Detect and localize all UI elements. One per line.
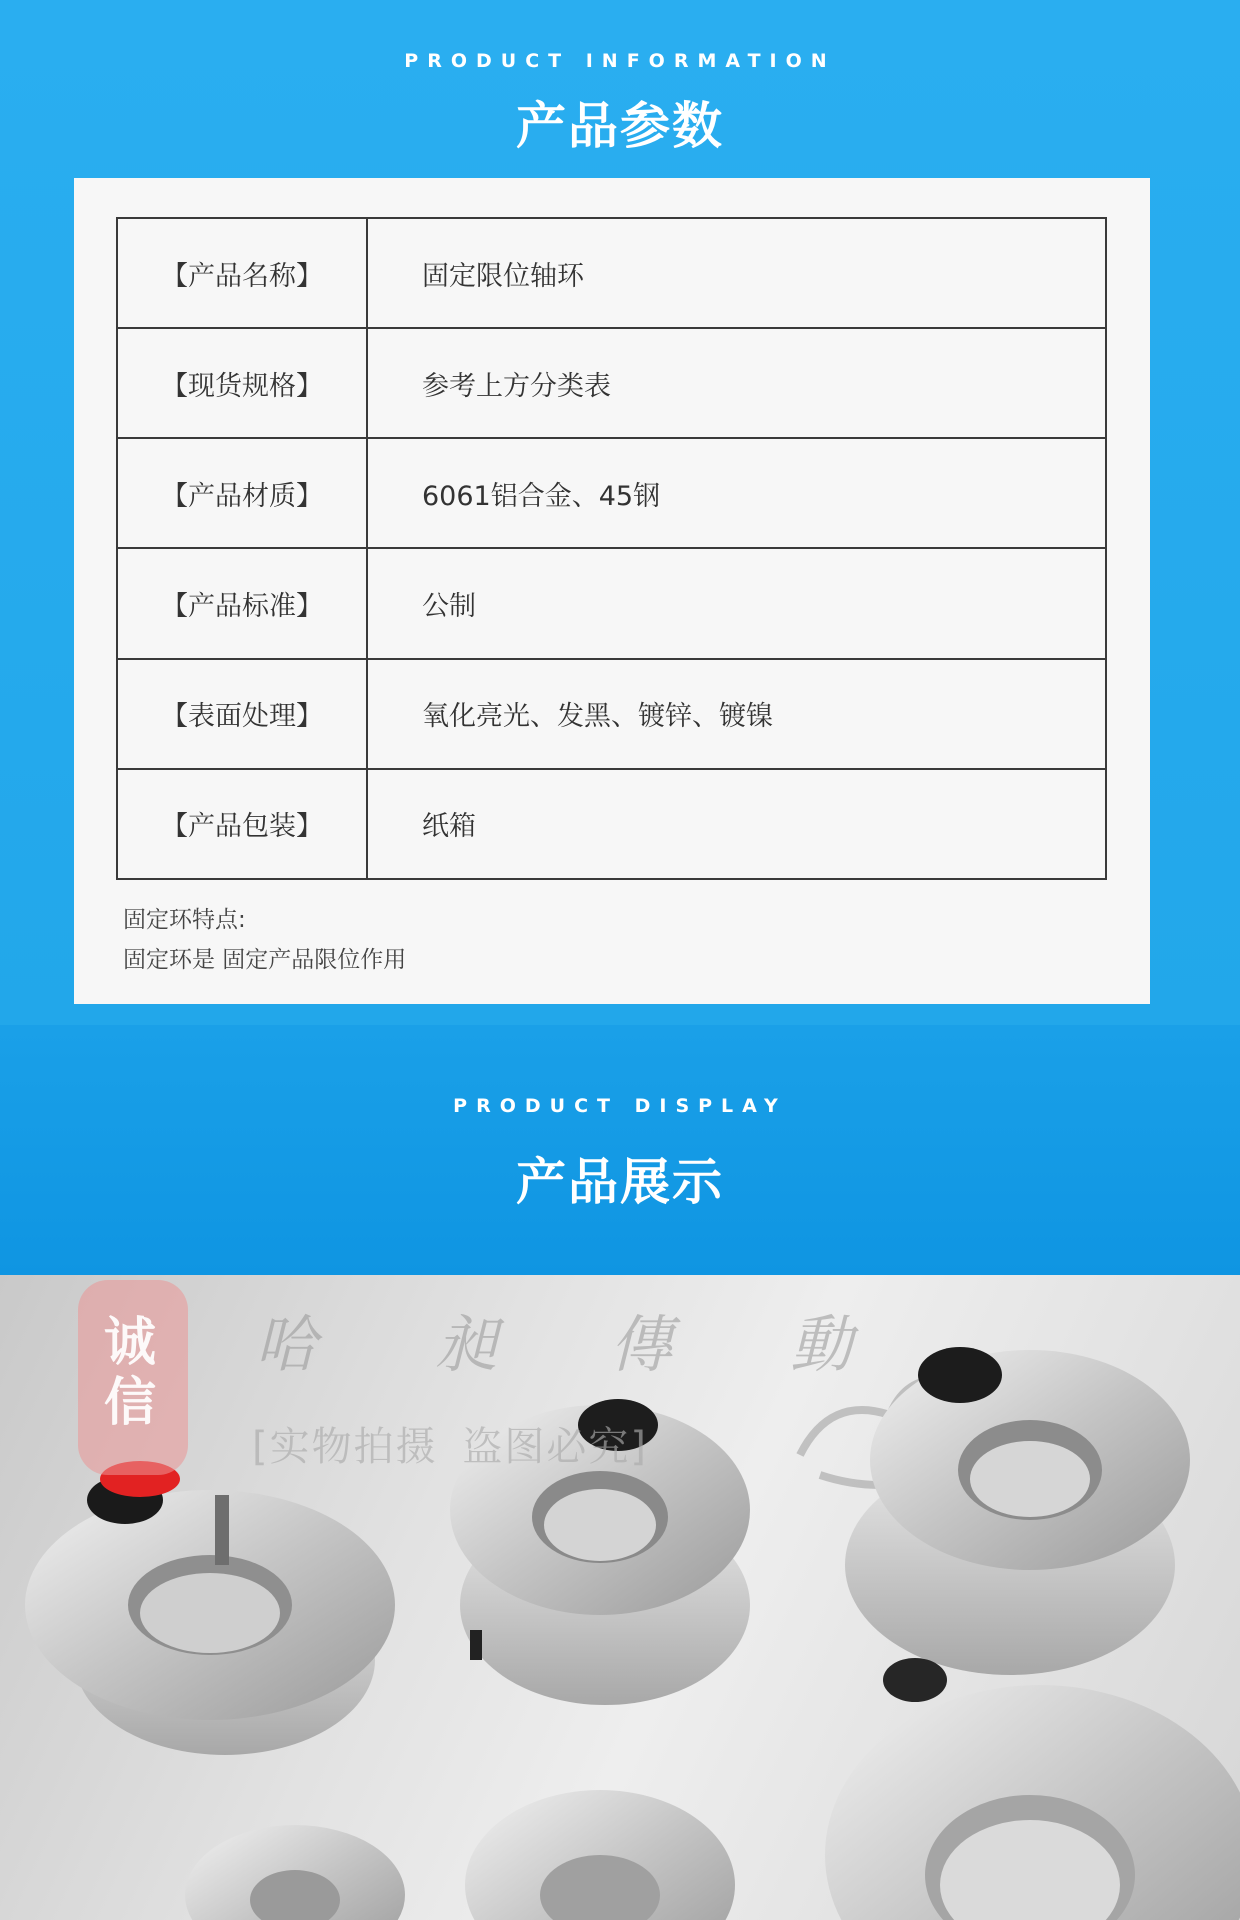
section-subtitle-en: PRODUCT DISPLAY xyxy=(453,1095,787,1117)
stamp-char: 信 xyxy=(104,1372,157,1433)
param-label: 【表面处理】 xyxy=(117,659,367,769)
param-label: 【产品包装】 xyxy=(117,769,367,879)
table-row xyxy=(117,438,1106,548)
param-value: 公制 xyxy=(367,548,1106,658)
param-value: 氧化亮光、发黑、镀锌、镀镍 xyxy=(367,659,1106,769)
param-value: 参考上方分类表 xyxy=(367,328,1106,438)
collar-stack-left xyxy=(25,1461,395,1755)
param-label: 【现货规格】 xyxy=(117,328,367,438)
stamp-text xyxy=(104,1313,174,1433)
section-subtitle-en: PRODUCT INFORMATION xyxy=(404,50,836,72)
watermark-char: 哈 xyxy=(255,1308,318,1381)
table-row xyxy=(117,218,1106,328)
product-display-section xyxy=(0,1025,1240,1275)
watermark-char: 動 xyxy=(790,1308,853,1381)
table-row xyxy=(117,769,1106,879)
parameters-card xyxy=(74,178,1150,1004)
notes-heading: 固定环特点: xyxy=(123,907,246,933)
watermark-sub-part: 盗图必究] xyxy=(462,1424,648,1470)
watermark-sub-part: [实物拍摄 xyxy=(252,1424,438,1470)
watermark-char: 昶 xyxy=(435,1308,498,1381)
param-label: 【产品标准】 xyxy=(117,548,367,658)
stamp-char: 诚 xyxy=(104,1312,157,1373)
param-label: 【产品材质】 xyxy=(117,438,367,548)
feature-notes xyxy=(123,900,406,980)
table-row xyxy=(117,659,1106,769)
table-row xyxy=(117,548,1106,658)
product-photo xyxy=(0,1275,1240,1920)
collar-stack-right xyxy=(845,1347,1190,1702)
watermark-subtitle xyxy=(252,1415,648,1472)
section-title: 产品参数 xyxy=(516,97,724,155)
section-title: 产品展示 xyxy=(516,1153,724,1211)
param-value: 固定限位轴环 xyxy=(367,218,1106,328)
watermark-char: 傳 xyxy=(610,1308,673,1381)
param-label: 【产品名称】 xyxy=(117,218,367,328)
collar-bottom-row xyxy=(185,1685,1240,1920)
param-value: 纸箱 xyxy=(367,769,1106,879)
param-value: 6061铝合金、45钢 xyxy=(367,438,1106,548)
parameters-table xyxy=(116,217,1107,880)
notes-text: 固定环是 固定产品限位作用 xyxy=(123,947,407,973)
table-row xyxy=(117,328,1106,438)
